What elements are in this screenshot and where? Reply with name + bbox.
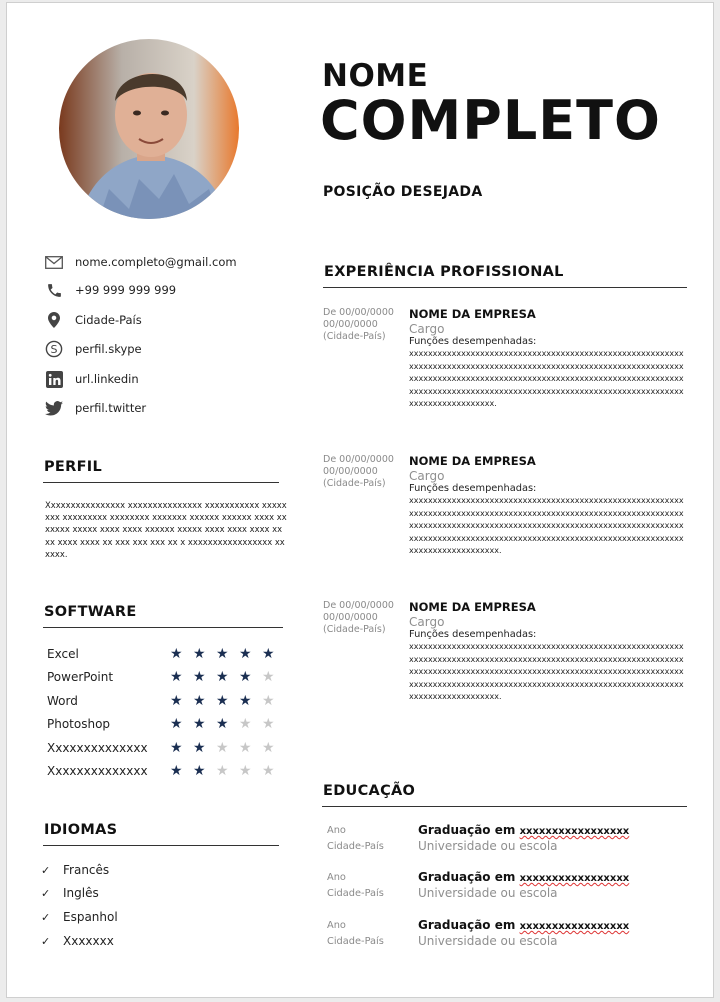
star-empty-icon: ★ bbox=[216, 763, 229, 779]
language-item bbox=[41, 882, 99, 904]
star-empty-icon: ★ bbox=[262, 763, 275, 779]
education-year: Ano bbox=[327, 920, 346, 931]
linkedin-icon bbox=[43, 370, 65, 388]
software-name: Xxxxxxxxxxxxxx bbox=[47, 741, 148, 755]
language-item bbox=[41, 859, 109, 881]
star-empty-icon: ★ bbox=[262, 693, 275, 709]
rating-stars bbox=[170, 717, 285, 731]
star-filled-icon: ★ bbox=[262, 646, 275, 662]
language-item bbox=[41, 906, 118, 928]
portrait-image bbox=[59, 39, 239, 219]
star-empty-icon: ★ bbox=[239, 716, 252, 732]
map-pin-icon bbox=[43, 311, 65, 329]
rating-stars bbox=[170, 647, 285, 661]
contact-phone bbox=[43, 279, 176, 301]
software-item bbox=[47, 713, 285, 735]
twitter-icon bbox=[43, 399, 65, 417]
check-icon: ✓ bbox=[41, 863, 51, 877]
contact-phone-text: +99 999 999 999 bbox=[75, 283, 177, 297]
education-place: Cidade-País bbox=[327, 888, 384, 899]
software-item bbox=[47, 690, 285, 712]
software-item bbox=[47, 737, 285, 759]
software-name: PowerPoint bbox=[47, 670, 114, 684]
phone-icon bbox=[43, 281, 65, 299]
check-icon: ✓ bbox=[41, 910, 51, 924]
star-filled-icon: ★ bbox=[193, 693, 206, 709]
job-place: (Cidade-País) bbox=[323, 624, 386, 635]
job-date-to: 00/00/0000 bbox=[323, 319, 378, 330]
education-entry bbox=[327, 823, 697, 857]
education-place: Cidade-País bbox=[327, 841, 384, 852]
star-filled-icon: ★ bbox=[170, 693, 183, 709]
job-place: (Cidade-País) bbox=[323, 331, 386, 342]
education-section-title: EDUCAÇÃO bbox=[323, 783, 416, 799]
star-empty-icon: ★ bbox=[262, 669, 275, 685]
contact-twitter-text: perfil.twitter bbox=[75, 401, 147, 415]
star-filled-icon: ★ bbox=[170, 646, 183, 662]
job-entry bbox=[323, 454, 695, 582]
job-functions-label: Funções desempenhadas: bbox=[409, 483, 537, 494]
contact-linkedin bbox=[43, 368, 139, 390]
desired-position: POSIÇÃO DESEJADA bbox=[323, 184, 483, 200]
job-functions-text: xxxxxxxxxxxxxxxxxxxxxxxxxxxxxxxxxxxxxxxxxxxxxxxxxxxxxxxxxxxxxxxxxxxxxxxxxxxxxxxxxxxxxxxxxxxxxxxxxxxxxxxxxxxxxxxxxxxxxxxxxxxxxxxxxxxxxxxxxxxxxxxxxxxxxxxxxxxxxxxxxxxxxxxxxxxxxxxxxxxxxxxxxxxxxxxxxxxxxxxxxxxxxxxxxxxxxxxxxxxxxxxxxxxxxxxxxxxxxxxxxxxxxxxxxx. bbox=[409, 349, 684, 409]
degree-field: xxxxxxxxxxxxxxxxx bbox=[519, 873, 630, 884]
profile-photo bbox=[59, 39, 239, 219]
contact-skype-text: perfil.skype bbox=[75, 342, 142, 356]
profile-divider bbox=[43, 482, 279, 483]
star-filled-icon: ★ bbox=[239, 646, 252, 662]
contact-email-text: nome.completo@gmail.com bbox=[75, 255, 237, 269]
job-company: NOME DA EMPRESA bbox=[409, 307, 536, 321]
software-name: Excel bbox=[47, 647, 79, 661]
svg-text:S: S bbox=[50, 343, 58, 356]
language-item bbox=[41, 930, 114, 952]
job-date-from: De 00/00/0000 bbox=[323, 307, 394, 318]
job-date-from: De 00/00/0000 bbox=[323, 454, 394, 465]
education-divider bbox=[322, 806, 687, 807]
education-school: Universidade ou escola bbox=[418, 839, 558, 853]
star-filled-icon: ★ bbox=[193, 763, 206, 779]
contact-twitter bbox=[43, 397, 146, 419]
star-filled-icon: ★ bbox=[216, 693, 229, 709]
education-meta bbox=[327, 870, 417, 902]
job-date-to: 00/00/0000 bbox=[323, 466, 378, 477]
star-filled-icon: ★ bbox=[170, 669, 183, 685]
rating-stars bbox=[170, 670, 285, 684]
star-filled-icon: ★ bbox=[239, 693, 252, 709]
degree-field: xxxxxxxxxxxxxxxxx bbox=[519, 826, 630, 837]
name-first-line: NOME bbox=[322, 58, 429, 94]
job-role: Cargo bbox=[409, 615, 445, 629]
profile-text: Xxxxxxxxxxxxxxxx xxxxxxxxxxxxxxx xxxxxxxxxxx xxxxxxxx xxxxxxxxx xxxxxxxx xxxxxxx xxxxxx xxxxxx xxxx xxxxxxx xxxxx xxxx xxxx xxxxxx xxxxx xxxx xxxx xxxx xxxx xxxx xxxx xx xxx xxx xxx xx x xxxxxxxxxxxxxxxxx xxxxxx. bbox=[45, 500, 287, 559]
star-filled-icon: ★ bbox=[170, 763, 183, 779]
contact-email bbox=[43, 251, 237, 273]
envelope-icon bbox=[43, 253, 65, 271]
star-filled-icon: ★ bbox=[170, 740, 183, 756]
languages-divider bbox=[43, 845, 279, 846]
star-filled-icon: ★ bbox=[216, 669, 229, 685]
star-filled-icon: ★ bbox=[216, 716, 229, 732]
check-icon: ✓ bbox=[41, 886, 51, 900]
rating-stars bbox=[170, 694, 285, 708]
education-entry bbox=[327, 870, 697, 904]
software-section-title: SOFTWARE bbox=[44, 604, 137, 620]
degree-field: xxxxxxxxxxxxxxxxx bbox=[519, 921, 630, 932]
education-year: Ano bbox=[327, 872, 346, 883]
language-name: Inglês bbox=[63, 886, 99, 900]
language-name: Francês bbox=[63, 863, 110, 877]
education-degree bbox=[418, 870, 629, 884]
software-item bbox=[47, 760, 285, 782]
job-company: NOME DA EMPRESA bbox=[409, 454, 536, 468]
job-role: Cargo bbox=[409, 322, 445, 336]
job-place: (Cidade-País) bbox=[323, 478, 386, 489]
job-functions-text: xxxxxxxxxxxxxxxxxxxxxxxxxxxxxxxxxxxxxxxxxxxxxxxxxxxxxxxxxxxxxxxxxxxxxxxxxxxxxxxxxxxxxxxxxxxxxxxxxxxxxxxxxxxxxxxxxxxxxxxxxxxxxxxxxxxxxxxxxxxxxxxxxxxxxxxxxxxxxxxxxxxxxxxxxxxxxxxxxxxxxxxxxxxxxxxxxxxxxxxxxxxxxxxxxxxxxxxxxxxxxxxxxxxxxxxxxxxxxxxxxxxxxxxxxxx. bbox=[409, 496, 684, 556]
education-year: Ano bbox=[327, 825, 346, 836]
experience-divider bbox=[323, 287, 687, 288]
star-filled-icon: ★ bbox=[193, 669, 206, 685]
education-meta bbox=[327, 823, 417, 855]
star-empty-icon: ★ bbox=[239, 763, 252, 779]
star-filled-icon: ★ bbox=[239, 669, 252, 685]
star-empty-icon: ★ bbox=[216, 740, 229, 756]
star-filled-icon: ★ bbox=[193, 716, 206, 732]
name-second-line: COMPLETO bbox=[320, 89, 661, 152]
degree-prefix: Graduação em bbox=[418, 870, 520, 884]
contact-location-text: Cidade-País bbox=[75, 313, 142, 327]
degree-prefix: Graduação em bbox=[418, 823, 520, 837]
experience-section-title: EXPERIÊNCIA PROFISSIONAL bbox=[324, 264, 564, 280]
star-filled-icon: ★ bbox=[193, 740, 206, 756]
job-role: Cargo bbox=[409, 469, 445, 483]
star-empty-icon: ★ bbox=[239, 740, 252, 756]
education-degree bbox=[418, 823, 629, 837]
contact-location bbox=[43, 309, 142, 331]
software-item bbox=[47, 643, 285, 665]
rating-stars bbox=[170, 764, 285, 778]
education-degree bbox=[418, 918, 629, 932]
job-functions-label: Funções desempenhadas: bbox=[409, 629, 537, 640]
education-entry bbox=[327, 918, 697, 952]
software-name: Photoshop bbox=[47, 717, 111, 731]
languages-section-title: IDIOMAS bbox=[44, 822, 118, 838]
language-name: Xxxxxxx bbox=[63, 934, 114, 948]
education-school: Universidade ou escola bbox=[418, 886, 558, 900]
degree-prefix: Graduação em bbox=[418, 918, 520, 932]
software-name: Word bbox=[47, 694, 78, 708]
job-date-from: De 00/00/0000 bbox=[323, 600, 394, 611]
job-dates bbox=[323, 307, 409, 343]
rating-stars bbox=[170, 741, 285, 755]
job-company: NOME DA EMPRESA bbox=[409, 600, 536, 614]
software-name: Xxxxxxxxxxxxxx bbox=[47, 764, 148, 778]
resume-page bbox=[6, 2, 714, 998]
contact-skype bbox=[43, 338, 142, 360]
contact-linkedin-text: url.linkedin bbox=[75, 372, 139, 386]
education-meta bbox=[327, 918, 417, 950]
star-filled-icon: ★ bbox=[193, 646, 206, 662]
job-dates bbox=[323, 600, 409, 636]
skype-icon bbox=[43, 340, 65, 358]
job-entry bbox=[323, 600, 695, 728]
profile-section-title: PERFIL bbox=[44, 459, 103, 475]
job-date-to: 00/00/0000 bbox=[323, 612, 378, 623]
star-empty-icon: ★ bbox=[262, 740, 275, 756]
education-place: Cidade-País bbox=[327, 936, 384, 947]
job-functions-text: xxxxxxxxxxxxxxxxxxxxxxxxxxxxxxxxxxxxxxxxxxxxxxxxxxxxxxxxxxxxxxxxxxxxxxxxxxxxxxxxxxxxxxxxxxxxxxxxxxxxxxxxxxxxxxxxxxxxxxxxxxxxxxxxxxxxxxxxxxxxxxxxxxxxxxxxxxxxxxxxxxxxxxxxxxxxxxxxxxxxxxxxxxxxxxxxxxxxxxxxxxxxxxxxxxxxxxxxxxxxxxxxxxxxxxxxxxxxxxxxxxxxxxxxxxx. bbox=[409, 642, 684, 702]
star-filled-icon: ★ bbox=[170, 716, 183, 732]
job-functions-label: Funções desempenhadas: bbox=[409, 336, 537, 347]
software-divider bbox=[43, 627, 283, 628]
job-entry bbox=[323, 307, 695, 435]
language-name: Espanhol bbox=[63, 910, 118, 924]
check-icon: ✓ bbox=[41, 934, 51, 948]
job-dates bbox=[323, 454, 409, 490]
star-empty-icon: ★ bbox=[262, 716, 275, 732]
software-item bbox=[47, 666, 285, 688]
education-school: Universidade ou escola bbox=[418, 934, 558, 948]
star-filled-icon: ★ bbox=[216, 646, 229, 662]
